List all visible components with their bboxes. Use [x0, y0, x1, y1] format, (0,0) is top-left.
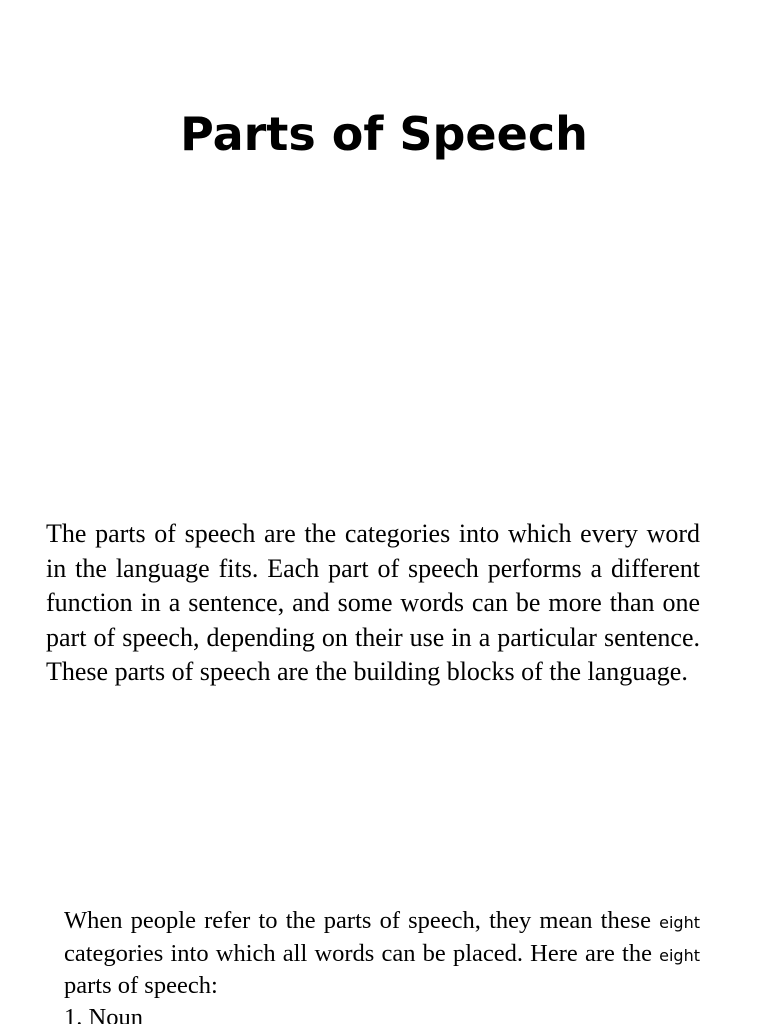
parts-of-speech-list	[64, 1003, 143, 1024]
parts-count-paragraph	[64, 906, 700, 1002]
page-title: Parts of Speech	[180, 107, 588, 161]
list-item-number: 1.	[64, 1004, 83, 1024]
list-item-label: Noun	[88, 1004, 143, 1024]
paragraph-text-segment: When people refer to the parts of speech, they mean these	[64, 907, 660, 934]
list-item	[64, 1003, 143, 1024]
paragraph-text-segment: categories into which all words can be placed. Here are the	[64, 939, 660, 967]
paragraph-text-segment: parts of speech:	[64, 972, 218, 999]
intro-paragraph: The parts of speech are the categories into which every word in the language fits. Each part of speech performs a different function in a sentence, and some words can be more than one part of speech, depending on their use in a particular sentence. These parts of speech are the building blocks of the language.	[46, 519, 700, 687]
eight-word: eight	[659, 945, 700, 965]
eight-word: eight	[659, 913, 700, 932]
